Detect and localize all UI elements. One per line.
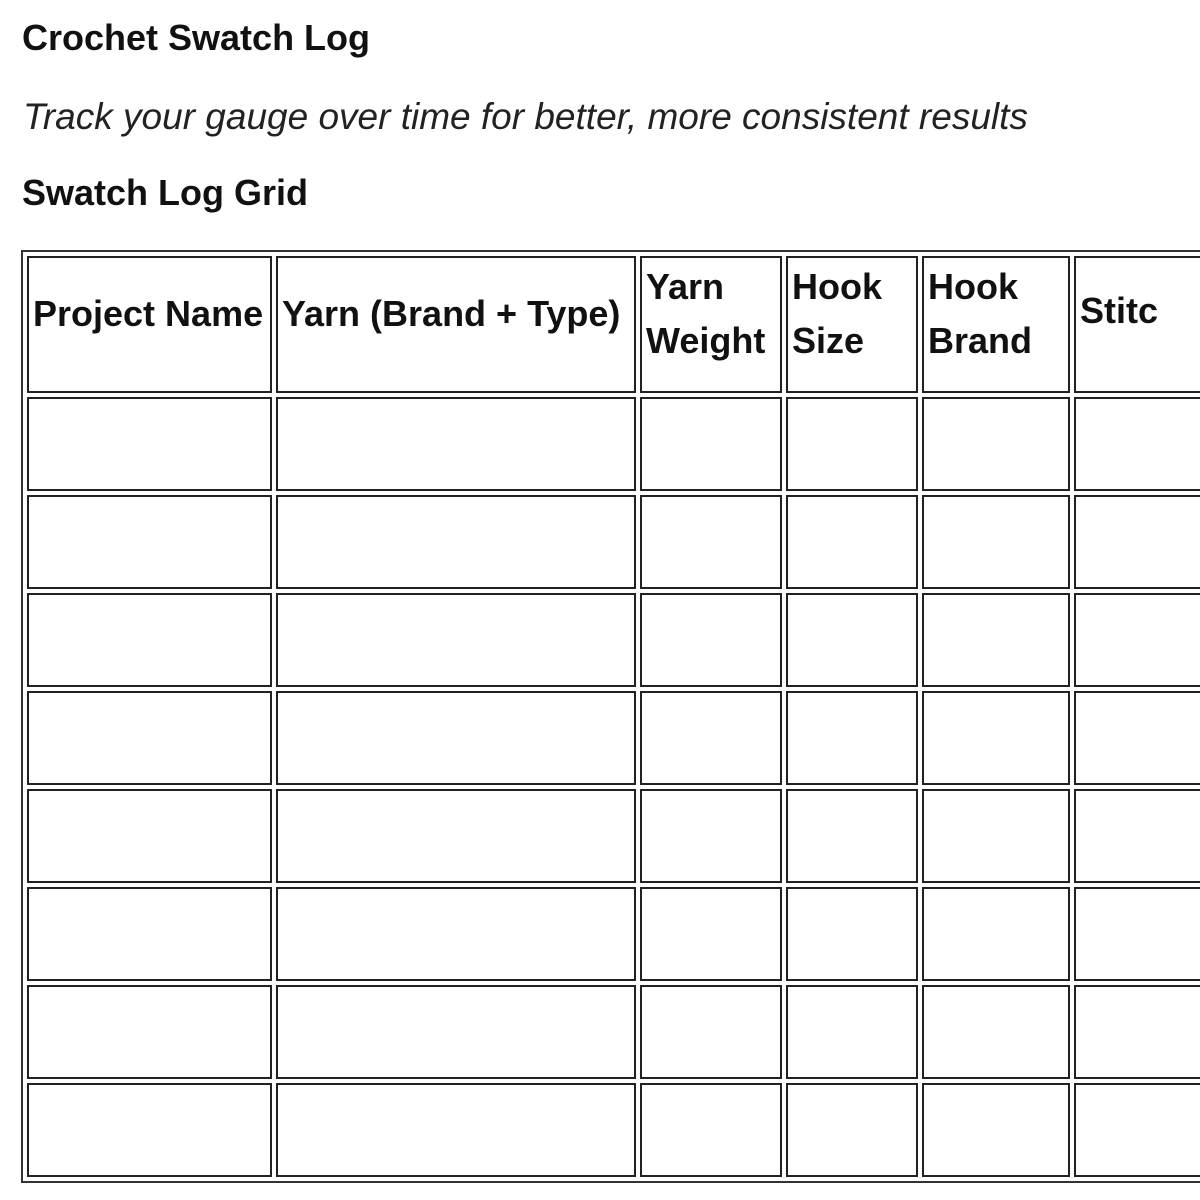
table-row xyxy=(27,593,1200,687)
cell-project-name[interactable] xyxy=(27,789,272,883)
cell-hook-size[interactable] xyxy=(786,495,918,589)
cell-yarn-weight[interactable] xyxy=(640,887,782,981)
column-header-yarn: Yarn (Brand + Type) xyxy=(276,256,636,393)
cell-project-name[interactable] xyxy=(27,887,272,981)
cell-stitch[interactable] xyxy=(1074,887,1200,981)
cell-project-name[interactable] xyxy=(27,691,272,785)
cell-hook-size[interactable] xyxy=(786,1083,918,1177)
cell-yarn[interactable] xyxy=(276,789,636,883)
table-row xyxy=(27,397,1200,491)
cell-hook-brand[interactable] xyxy=(922,397,1070,491)
cell-hook-size[interactable] xyxy=(786,397,918,491)
cell-project-name[interactable] xyxy=(27,985,272,1079)
cell-project-name[interactable] xyxy=(27,397,272,491)
table-body xyxy=(27,397,1200,1177)
cell-stitch[interactable] xyxy=(1074,593,1200,687)
cell-yarn-weight[interactable] xyxy=(640,397,782,491)
column-header-yarn-weight: Yarn Weight xyxy=(640,256,782,393)
column-header-stitch: Stitc xyxy=(1074,256,1200,393)
column-header-hook-brand: Hook Brand xyxy=(922,256,1070,393)
cell-yarn-weight[interactable] xyxy=(640,495,782,589)
cell-hook-brand[interactable] xyxy=(922,789,1070,883)
cell-stitch[interactable] xyxy=(1074,495,1200,589)
table-row xyxy=(27,789,1200,883)
cell-yarn-weight[interactable] xyxy=(640,789,782,883)
cell-yarn-weight[interactable] xyxy=(640,1083,782,1177)
cell-hook-brand[interactable] xyxy=(922,887,1070,981)
cell-yarn[interactable] xyxy=(276,985,636,1079)
page-title: Crochet Swatch Log xyxy=(22,17,371,58)
cell-hook-size[interactable] xyxy=(786,985,918,1079)
table-row xyxy=(27,887,1200,981)
cell-yarn-weight[interactable] xyxy=(640,985,782,1079)
table-row xyxy=(27,985,1200,1079)
cell-yarn[interactable] xyxy=(276,1083,636,1177)
cell-yarn[interactable] xyxy=(276,495,636,589)
page-subtitle: Track your gauge over time for better, more consistent results xyxy=(23,96,1028,137)
cell-hook-brand[interactable] xyxy=(922,691,1070,785)
cell-stitch[interactable] xyxy=(1074,1083,1200,1177)
cell-hook-brand[interactable] xyxy=(922,985,1070,1079)
section-heading-swatch-log-grid: Swatch Log Grid xyxy=(22,172,309,213)
cell-yarn-weight[interactable] xyxy=(640,691,782,785)
column-header-project-name: Project Name xyxy=(27,256,272,393)
table-row xyxy=(27,1083,1200,1177)
cell-stitch[interactable] xyxy=(1074,397,1200,491)
cell-hook-size[interactable] xyxy=(786,887,918,981)
cell-hook-brand[interactable] xyxy=(922,495,1070,589)
cell-yarn[interactable] xyxy=(276,691,636,785)
cell-yarn[interactable] xyxy=(276,887,636,981)
cell-yarn-weight[interactable] xyxy=(640,593,782,687)
table-header-row xyxy=(27,256,1200,393)
cell-project-name[interactable] xyxy=(27,495,272,589)
cell-stitch[interactable] xyxy=(1074,691,1200,785)
cell-yarn[interactable] xyxy=(276,397,636,491)
cell-hook-brand[interactable] xyxy=(922,593,1070,687)
cell-hook-size[interactable] xyxy=(786,593,918,687)
cell-hook-size[interactable] xyxy=(786,691,918,785)
cell-hook-brand[interactable] xyxy=(922,1083,1070,1177)
cell-hook-size[interactable] xyxy=(786,789,918,883)
cell-stitch[interactable] xyxy=(1074,985,1200,1079)
cell-yarn[interactable] xyxy=(276,593,636,687)
table-row xyxy=(27,691,1200,785)
cell-project-name[interactable] xyxy=(27,593,272,687)
column-header-hook-size: Hook Size xyxy=(786,256,918,393)
swatch-log-table xyxy=(21,250,1200,1183)
cell-stitch[interactable] xyxy=(1074,789,1200,883)
cell-project-name[interactable] xyxy=(27,1083,272,1177)
table-row xyxy=(27,495,1200,589)
